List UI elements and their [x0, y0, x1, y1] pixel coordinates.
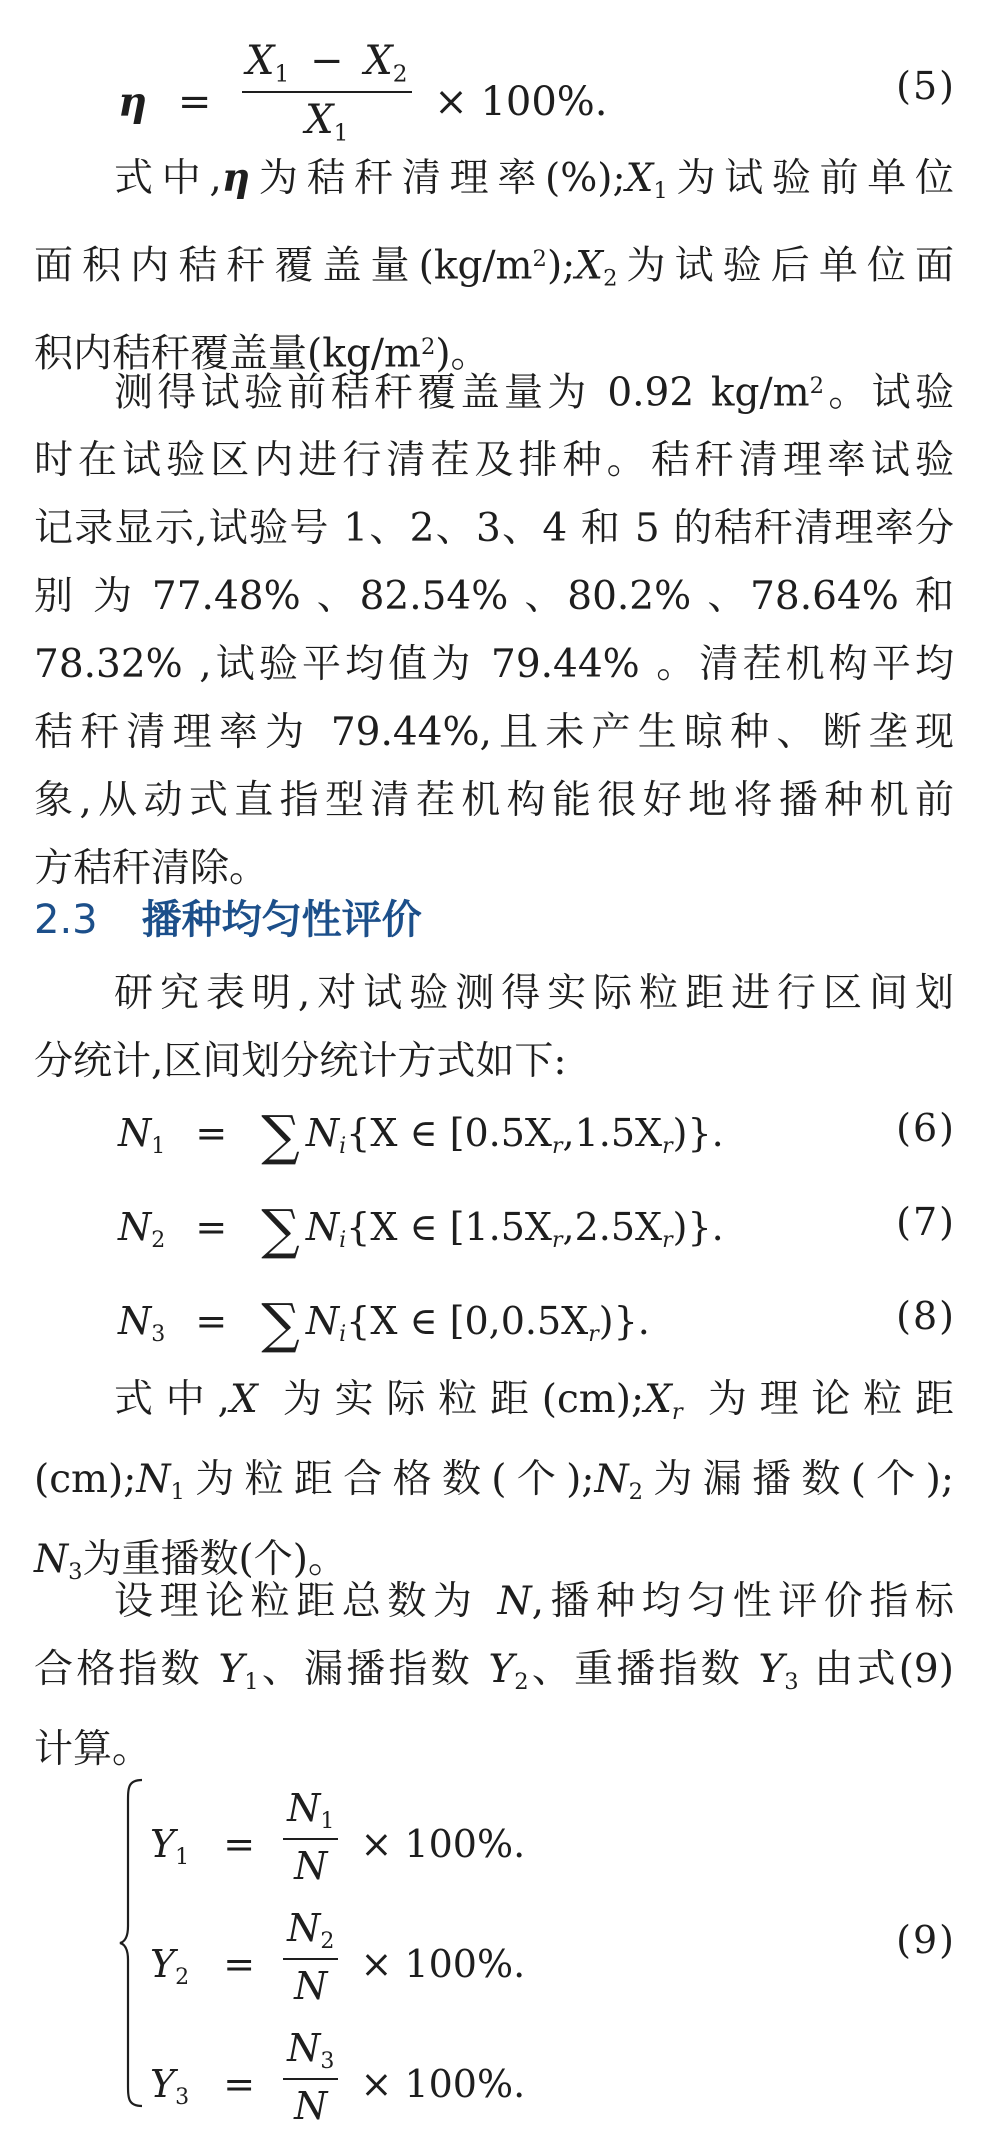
text-line: 面积内秸秆覆盖量$(kg/m^2);X_2$为试验后单位面 — [34, 243, 954, 292]
text-line: 研究表明,对试验测得实际粒距进行区间划 — [114, 971, 954, 1016]
text-line: 分统计,区间划分统计方式如下: — [34, 1039, 567, 1084]
equation-9-row-1: $Y_1$ = $\frac{N_1}{N}$ × 100%. — [150, 1786, 526, 1889]
text-line: 计算。 — [34, 1727, 152, 1773]
text-line: 测得试验前秸秆覆盖量为 0.92 $kg/m^2$。试验 — [114, 370, 954, 416]
text-line: 合格指数 $Y_1$、漏播指数 $Y_2$、重播指数 $Y_3$ 由式(9) — [34, 1647, 954, 1696]
section-heading — [34, 888, 422, 945]
text-line: 秸秆清理率为 79.44%,且未产生晾种、断垄现 — [34, 710, 954, 756]
paragraph-uniformity-indices — [34, 1568, 954, 1784]
equation-5 — [0, 10, 992, 147]
equals-sign: = — [177, 79, 212, 126]
equation-9-row-3: $Y_3$ = $\frac{N_3}{N}$ × 100%. — [150, 2026, 526, 2129]
equation-number-9: (9) — [896, 1918, 956, 1962]
equation-number-7: (7) — [896, 1200, 956, 1244]
equation-7: $N_2$ = ∑ Ni{X ∈ [1.5Xr,2.5Xr)}. — [118, 1198, 724, 1261]
equation-8: $N_3$ = ∑ Ni{X ∈ [0,0.5Xr)}. — [118, 1292, 650, 1355]
text-line: 78.32% ,试验平均值为 79.44% 。清茬机构平均 — [34, 642, 954, 688]
text-line: 象,从动式直指型清茬机构能很好地将播种机前 — [34, 778, 954, 824]
fraction: $\frac{N_2}{N}$ — [283, 1906, 338, 2008]
text-line: 式中,η为秸秆清理率$(\%);X_1$为试验前单位 — [114, 155, 954, 205]
paragraph-interval-stats — [34, 960, 954, 1096]
fraction: $\frac{N_3}{N}$ — [283, 2026, 338, 2128]
text-line: 记录显示,试验号 1、2、3、4 和 5 的秸秆清理率分 — [34, 506, 954, 552]
fraction-numerator: $X_1 - X_2$ — [242, 38, 411, 93]
section-title: 播种均匀性评价 — [141, 897, 422, 943]
equation-5-tail: × 100%. — [434, 79, 608, 126]
fraction — [242, 38, 411, 147]
equation-9-row-2: $Y_2$ = $\frac{N_2}{N}$ × 100%. — [150, 1906, 526, 2009]
equation-5-body — [118, 38, 608, 147]
text-line: 别 为 77.48% 、82.54% 、80.2% 、78.64% 和 — [34, 574, 954, 620]
equation-6: $N_1$ = ∑ Ni{X ∈ [0.5Xr,1.5Xr)}. — [118, 1104, 724, 1167]
sigma-symbol: ∑ — [261, 1104, 300, 1167]
paragraph-clearing-results — [34, 352, 954, 903]
section-number: 2.3 — [34, 897, 98, 943]
text-line: 时在试验区内进行清茬及排种。秸秆清理率试验 — [34, 438, 954, 484]
sigma-symbol: ∑ — [261, 1292, 300, 1355]
fraction-denominator: $X_1$ — [305, 97, 349, 147]
text-line: 方秸秆清除。 — [34, 846, 269, 892]
text-line: 设理论粒距总数为 N,播种均匀性评价指标 — [114, 1579, 954, 1624]
sigma-symbol: ∑ — [261, 1198, 300, 1261]
fraction: $\frac{N_1}{N}$ — [283, 1786, 338, 1888]
text-line: $(cm);N_1$为粒距合格数(个)$;N_2$为漏播数(个); — [34, 1457, 954, 1506]
equation-number-8: (8) — [896, 1294, 956, 1338]
equation-number-6: (6) — [896, 1106, 956, 1150]
left-brace — [118, 1778, 144, 2108]
text-line: $N_3$为重播数(个)。 — [34, 1537, 347, 1586]
eta-symbol: η — [118, 78, 148, 126]
equation-number-5: (5) — [896, 64, 956, 108]
text-line: 积内秸秆覆盖量$(kg/m^2)$。 — [34, 331, 490, 377]
text-line: 式中,X 为实际粒距(cm);Xr 为理论粒距 — [114, 1377, 954, 1426]
